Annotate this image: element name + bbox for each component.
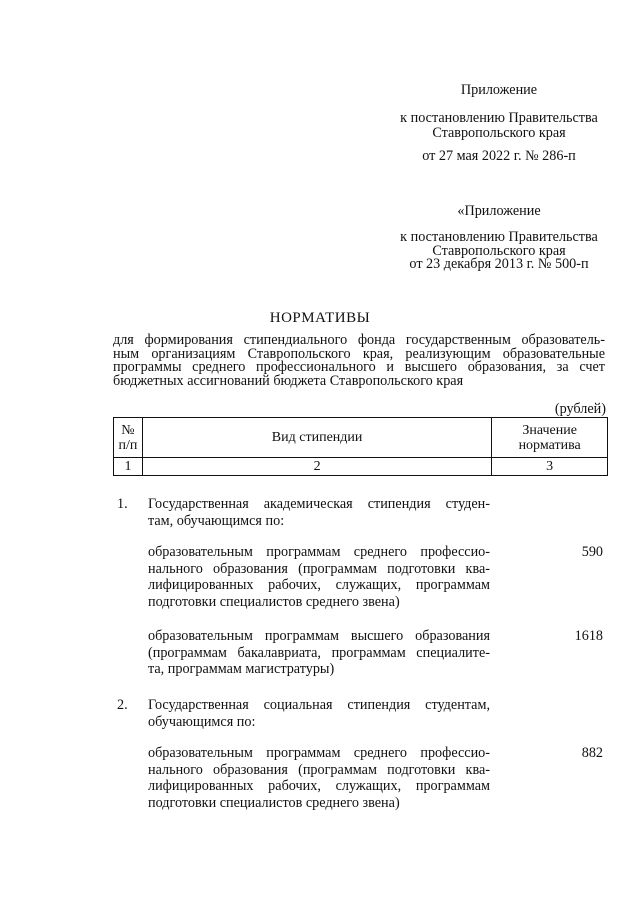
item-sub-line: образовательным программам среднего профессио-: [148, 544, 490, 560]
col-value-header: [492, 418, 608, 458]
col-value-label: Значение: [522, 422, 577, 438]
col-value-label: норматива: [518, 437, 581, 453]
item-sub-line: лифицированных рабочих, служащих, программам: [148, 577, 490, 593]
item-title-line: Государственная социальная стипендия студентам,: [148, 697, 490, 713]
old-appendix-date: от 23 декабря 2013 г. № 500-п: [409, 256, 589, 272]
item-sub-line: (программам бакалавриата, программам специалите-: [148, 644, 490, 661]
item-sub-line: лифицированных рабочих, служащих, программам: [148, 778, 490, 794]
item-sub-text: [148, 544, 490, 610]
purpose-line: бюджетных ассигнований бюджета Ставропольского края: [113, 372, 464, 389]
page-title: НОРМАТИВЫ: [269, 310, 371, 326]
appendix-date: [390, 149, 608, 164]
item-sub-text: [148, 628, 490, 678]
appendix-date-text: от 27 мая 2022 г. № 286-п: [422, 148, 576, 164]
purpose-paragraph: [113, 334, 605, 388]
old-appendix-decree-line1: к постановлению Правительства: [400, 229, 598, 245]
col-type-index: 2: [142, 458, 491, 476]
unit-label: (рублей): [554, 401, 606, 417]
appendix-decree-line2: Ставропольского края: [432, 125, 566, 141]
item-number: 1.: [117, 496, 128, 512]
item-sub-line: нального образования (программам подготовки ква-: [148, 560, 490, 577]
appendix-decree: [390, 111, 608, 141]
item-sub-value: 882: [581, 745, 603, 761]
item-title-line: там, обучающимся по:: [148, 512, 285, 529]
appendix-decree-line1: к постановлению Правительства: [400, 110, 598, 126]
item-sub-value: 1618: [574, 628, 603, 644]
item-sub-line: та, программам магистратуры): [148, 661, 335, 677]
old-appendix-header: [390, 204, 608, 219]
item-sub-line: подготовки специалистов среднего звена): [148, 593, 400, 610]
appendix-title: Приложение: [460, 82, 538, 98]
item-sub-value: 590: [581, 544, 603, 560]
item-title: [148, 496, 490, 529]
item-sub-line: подготовки специалистов среднего звена): [148, 794, 400, 811]
purpose-line: для формирования стипендиального фонда государственным образователь-: [113, 332, 605, 348]
purpose-line: ным организациям Ставропольского края, реализующим образовательные: [113, 345, 605, 362]
appendix-header: [390, 83, 608, 98]
item-sub-line: образовательным программам высшего образования: [148, 628, 490, 644]
col-number-index: 1: [114, 458, 143, 476]
item-title-line: обучающимся по:: [148, 713, 256, 730]
old-appendix-decree-line2: Ставропольского края: [432, 242, 566, 259]
col-value-index: 3: [492, 458, 608, 476]
purpose-line: программы среднего профессионального и высшего образования, за счет: [113, 359, 605, 375]
old-appendix-decree: [390, 231, 608, 272]
item-sub-line: нального образования (программам подготовки ква-: [148, 761, 490, 778]
col-number-header: [114, 418, 143, 458]
old-appendix-title: «Приложение: [457, 203, 541, 219]
item-title-line: Государственная академическая стипендия студен-: [148, 496, 490, 512]
norms-table-header: [113, 417, 608, 476]
item-sub-text: [148, 745, 490, 811]
col-type-header: Вид стипендии: [142, 418, 491, 458]
col-number-label: п/п: [118, 437, 138, 453]
item-sub-line: образовательным программам среднего профессио-: [148, 745, 490, 761]
item-title: [148, 697, 490, 730]
item-number: 2.: [117, 697, 128, 713]
col-number-label: №: [121, 422, 135, 438]
